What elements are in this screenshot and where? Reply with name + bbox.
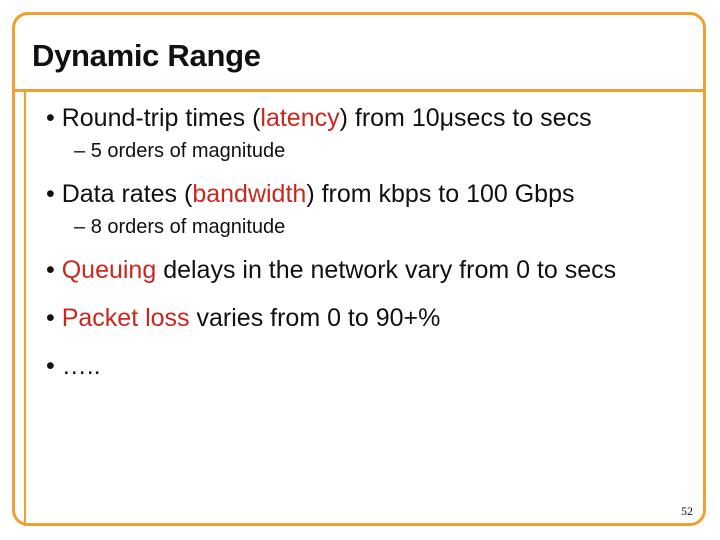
- sub-bullet-text: 8 orders of magnitude: [90, 216, 286, 238]
- bullet-ellipsis: [46, 354, 101, 379]
- bullet-marker: •: [46, 304, 55, 332]
- bullet-text-post: ) from 10μsecs to secs: [339, 104, 592, 132]
- bullet-marker: •: [46, 352, 55, 380]
- bullet-text-post: varies from 0 to 90+%: [189, 304, 441, 332]
- bullet-bandwidth: [46, 182, 575, 207]
- sub-bullet-marker: –: [74, 216, 86, 238]
- bullet-text-pre: …..: [61, 352, 101, 380]
- sub-bullet-text: 5 orders of magnitude: [90, 140, 286, 162]
- title-divider: [14, 89, 706, 92]
- bullet-text-pre: Round-trip times (: [61, 104, 261, 132]
- bullet-text-post: ) from kbps to 100 Gbps: [306, 180, 575, 208]
- bullet-packet-loss: [46, 306, 440, 331]
- bullet-queuing: [46, 258, 616, 283]
- left-accent-line: [24, 89, 26, 526]
- sub-bullet-latency: [74, 141, 285, 161]
- slide-title: Dynamic Range: [32, 38, 261, 73]
- bullet-highlight: latency: [260, 104, 340, 132]
- page-number: 52: [681, 504, 693, 518]
- bullet-marker: •: [46, 104, 55, 132]
- sub-bullet-bandwidth: [74, 217, 285, 237]
- bullet-highlight: bandwidth: [192, 180, 307, 208]
- bullet-highlight: Queuing: [61, 256, 157, 284]
- bullet-text-post: delays in the network vary from 0 to secs: [156, 256, 617, 284]
- bullet-marker: •: [46, 180, 55, 208]
- bullet-text-pre: Data rates (: [61, 180, 193, 208]
- sub-bullet-marker: –: [74, 140, 86, 162]
- bullet-marker: •: [46, 256, 55, 284]
- bullet-highlight: Packet loss: [61, 304, 190, 332]
- bullet-latency: [46, 106, 592, 131]
